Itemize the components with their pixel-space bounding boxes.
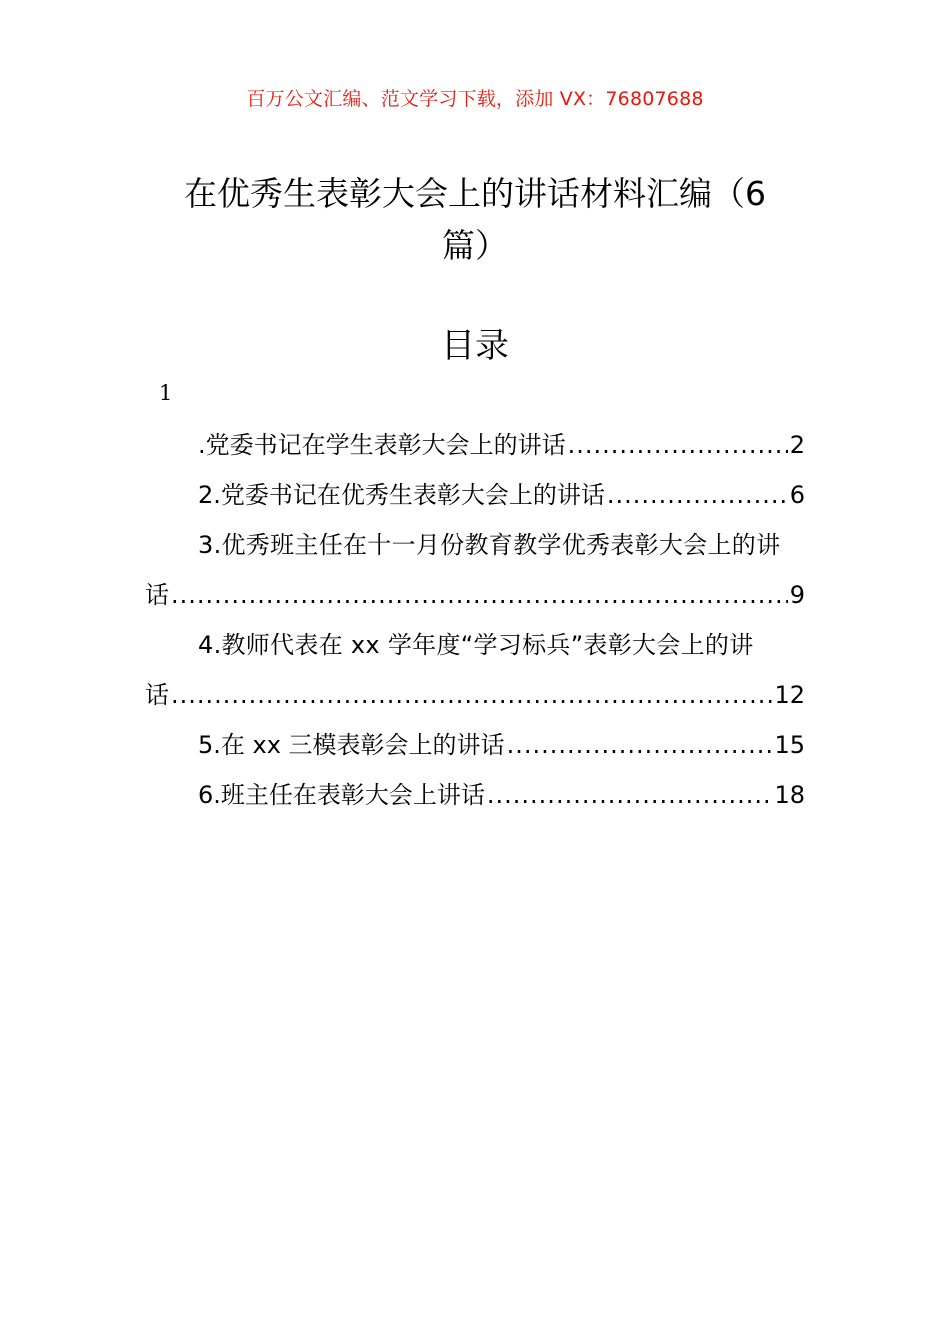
toc-entry[interactable]: [145, 720, 805, 770]
toc-entry[interactable]: [145, 420, 805, 470]
document-title: [150, 168, 800, 272]
toc-heading: 目录: [441, 326, 509, 366]
toc-entry-title: .党委书记在学生表彰大会上的讲话: [198, 431, 566, 459]
toc-leader-dots: [171, 670, 772, 720]
download-banner: 百万公文汇编、范文学习下载，添加 VX：76807688: [246, 88, 704, 110]
toc-leader-dots: [487, 770, 773, 820]
toc-entry-title-line[interactable]: 3.优秀班主任在十一月份教育教学优秀表彰大会上的讲: [198, 531, 781, 559]
toc-entry[interactable]: [145, 770, 805, 820]
toc-entry-page: 18: [774, 781, 805, 809]
toc-entry-title: 话: [145, 581, 169, 609]
toc-entry-title: 话: [145, 681, 169, 709]
toc-entry-page: 2: [789, 431, 805, 459]
toc-leader-dots: [507, 720, 773, 770]
toc-entry-page: 9: [789, 581, 805, 609]
toc-leader-dots: [171, 570, 788, 620]
toc-entry-page: 12: [774, 681, 805, 709]
toc-entry[interactable]: [145, 470, 805, 520]
toc-leader-dots: [607, 470, 788, 520]
table-of-contents: [145, 420, 805, 820]
toc-entry-page: 15: [774, 731, 805, 759]
toc-entry-title-line[interactable]: 4.教师代表在 xx 学年度“学习标兵”表彰大会上的讲: [198, 631, 754, 659]
toc-entry[interactable]: [145, 570, 805, 620]
toc-entry-title: 6.班主任在表彰大会上讲话: [198, 781, 485, 809]
toc-entry[interactable]: [145, 670, 805, 720]
toc-entry-title: 5.在 xx 三模表彰会上的讲话: [198, 731, 505, 759]
toc-entry-page: 6: [789, 481, 805, 509]
toc-leader-dots: [568, 420, 788, 470]
toc-entry-title: 2.党委书记在优秀生表彰大会上的讲话: [198, 481, 605, 509]
stray-number: 1: [159, 381, 173, 405]
title-line-1: 在优秀生表彰大会上的讲话材料汇编（6: [184, 174, 766, 213]
title-line-2: 篇）: [442, 226, 508, 265]
